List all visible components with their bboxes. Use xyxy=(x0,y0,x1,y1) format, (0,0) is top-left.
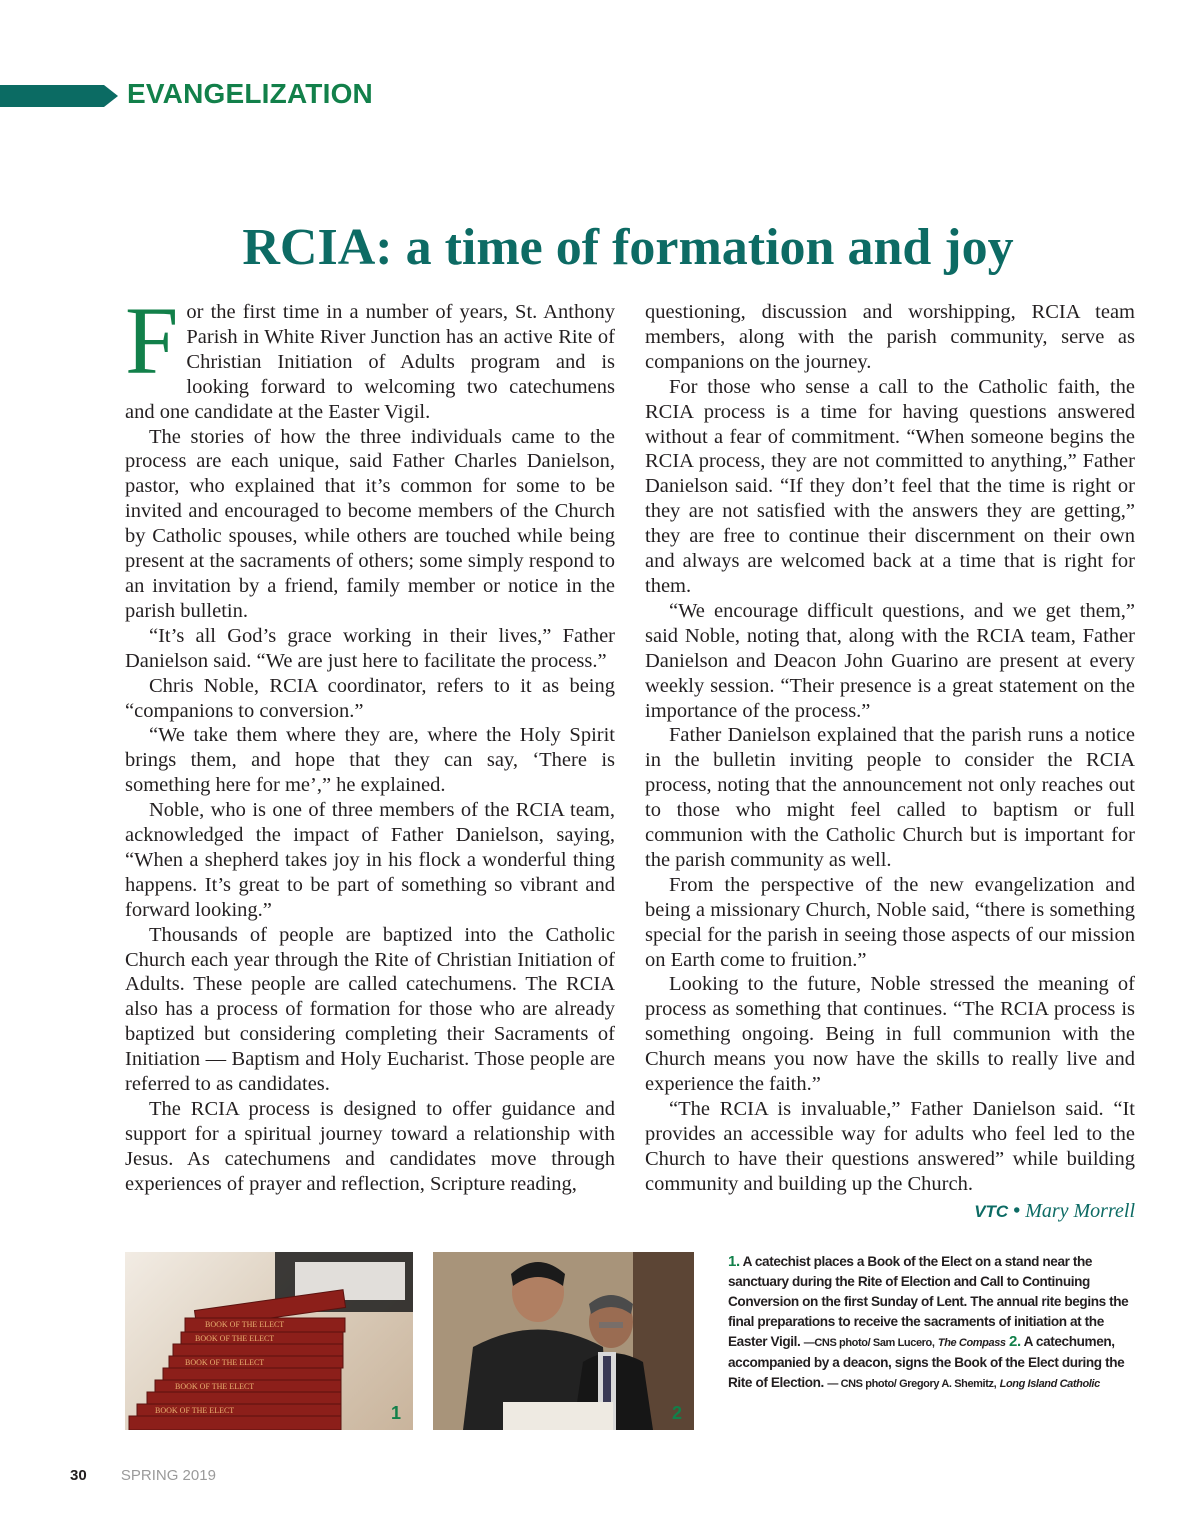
section-bar-arrow xyxy=(104,85,118,107)
caption-text-1: A catechist places a Book of the Elect on a stand near the sanctuary during the Rite of Election and Call to Continuing Conversion on the first Sunday of Lent. The annual rite begins the final preparations to receive the sacraments of initiation at the Easter Vigil. xyxy=(728,1254,1129,1349)
svg-text:BOOK OF THE ELECT: BOOK OF THE ELECT xyxy=(195,1334,275,1343)
paragraph-12: Father Danielson explained that the parish runs a notice in the bulletin inviting people to consider the RCIA process, noting that the announcement not only reaches out to those who might feel called to baptism or full communion with the Catholic Church but is important for the parish community as well. xyxy=(645,724,1135,871)
svg-text:BOOK OF THE ELECT: BOOK OF THE ELECT xyxy=(175,1382,255,1391)
caption-number-1: 1. xyxy=(728,1253,740,1270)
byline-author: Mary Morrell xyxy=(1025,1199,1135,1222)
caption-credit-1: —CNS photo/ Sam Lucero, xyxy=(803,1337,935,1349)
photo-2-number: 2 xyxy=(671,1403,682,1423)
svg-text:BOOK OF THE ELECT: BOOK OF THE ELECT xyxy=(155,1406,235,1415)
paragraph-7: Thousands of people are baptized into the Catholic Church each year through the Rite of Christian Initiation of Adults. These people are called catechumens. The RCIA also has a process of formation for those who are already baptized but considering completing their Sacraments of Initiation — Baptism and Holy Eucharist. Those people are referred to as candidates. xyxy=(125,923,615,1096)
article-left-column xyxy=(125,287,615,1197)
section-bar xyxy=(0,85,104,107)
section-label: EVANGELIZATION xyxy=(127,78,373,109)
paragraph-10: For those who sense a call to the Catholic faith, the RCIA process is a time for having questions answered without a fear of commitment. “When someone begins the RCIA process, they are not committed to anything,” Father Danielson said. “If they don’t feel that the time is right or they are not satisfied with the answers they are getting,” they are free to continue their discernment on their own and always are welcomed back at a time that is right for them. xyxy=(645,375,1135,597)
paragraph-5: “We take them where they are, where the Holy Spirit brings them, and hope that they can say, ‘There is something here for me’,” he explained. xyxy=(125,724,615,797)
paragraph-1-text: or the first time in a number of years, St. Anthony Parish in White River Junction has an active Rite of Christian Initiation of Adults program and is looking forward to welcoming two catechumens and one candidate at the Easter Vigil. xyxy=(125,301,615,423)
paragraph-11: “We encourage difficult questions, and we get them,” said Noble, noting that, along with the RCIA team, Father Danielson and Deacon John Guarino are present at every weekly session. “Their presence is a great statement on the importance of the process.” xyxy=(645,599,1135,722)
paragraph-1 xyxy=(125,287,615,425)
svg-text:BOOK OF THE ELECT: BOOK OF THE ELECT xyxy=(185,1358,265,1367)
photo-catechumen-signing xyxy=(433,1252,694,1430)
photo-1-number: 1 xyxy=(390,1403,401,1423)
paragraph-6: Noble, who is one of three members of the RCIA team, acknowledged the impact of Father Danielson, saying, “When a shepherd takes joy in his flock a wonderful thing happens. It’s great to be part of something so vibrant and forward looking.” xyxy=(125,799,615,921)
paragraph-2: The stories of how the three individuals came to the process are each unique, said Father Charles Danielson, pastor, who explained that it’s common for some to be invited and encouraged to become members of the Church by Catholic spouses, while others are touched while being present at the sacraments of others; some simply respond to an invitation by a friend, family member or notice in the parish bulletin. xyxy=(125,425,615,622)
paragraph-4: Chris Noble, RCIA coordinator, refers to it as being “companions to conversion.” xyxy=(125,674,615,722)
paragraph-8: The RCIA process is designed to offer guidance and support for a spiritual journey toward a relationship with Jesus. As catechumens and candidates move through experiences of prayer and reflection, Scripture reading, xyxy=(125,1098,615,1195)
paragraph-3: “It’s all God’s grace working in their lives,” Father Danielson said. “We are just here to facilitate the process.” xyxy=(125,624,615,672)
issue-label: SPRING 2019 xyxy=(120,1467,216,1484)
photo-caption xyxy=(728,1252,1130,1394)
byline-separator: • xyxy=(1013,1199,1021,1222)
paragraph-15: “The RCIA is invaluable,” Father Danielson said. “It provides an accessible way for adults who feel led to the Church to have their questions answered” while building community and building up the Church. xyxy=(645,1098,1135,1195)
drop-cap: F xyxy=(125,287,179,394)
caption-credit-2: — CNS photo/ Gregory A. Shemitz, xyxy=(827,1378,997,1390)
article-headline: RCIA: a time of formation and joy xyxy=(242,219,1014,276)
paragraph-13: From the perspective of the new evangelization and being a missionary Church, Noble said, “there is something special for the parish in seeing those aspects of our mission on Earth come to fruition.” xyxy=(645,873,1135,971)
photo-book-of-elect xyxy=(125,1252,413,1430)
svg-text:BOOK OF THE ELECT: BOOK OF THE ELECT xyxy=(205,1320,285,1329)
page-number: 30 xyxy=(70,1467,87,1484)
caption-publication-1: The Compass xyxy=(937,1337,1006,1349)
byline-publication: VTC xyxy=(974,1201,1009,1221)
paragraph-9: questioning, discussion and worshipping, RCIA team members, along with the parish community, serve as companions on the journey. xyxy=(645,301,1135,373)
paragraph-14: Looking to the future, Noble stressed the meaning of process as something that continues. “The RCIA process is something ongoing. Being in full communion with the Church means you now have the skills to really live and experience the faith.” xyxy=(645,973,1135,1096)
books-stack-illustration xyxy=(125,1252,413,1430)
byline xyxy=(645,1199,1135,1225)
caption-text-2: A catechumen, accompanied by a deacon, signs the Book of the Elect during the Rite of Election. xyxy=(728,1334,1125,1390)
caption-publication-2: Long Island Catholic xyxy=(999,1378,1100,1390)
catechumen-illustration xyxy=(433,1252,694,1430)
caption-number-2: 2. xyxy=(1009,1333,1021,1350)
article-right-column xyxy=(645,300,1135,1225)
page-footer xyxy=(70,1467,216,1484)
